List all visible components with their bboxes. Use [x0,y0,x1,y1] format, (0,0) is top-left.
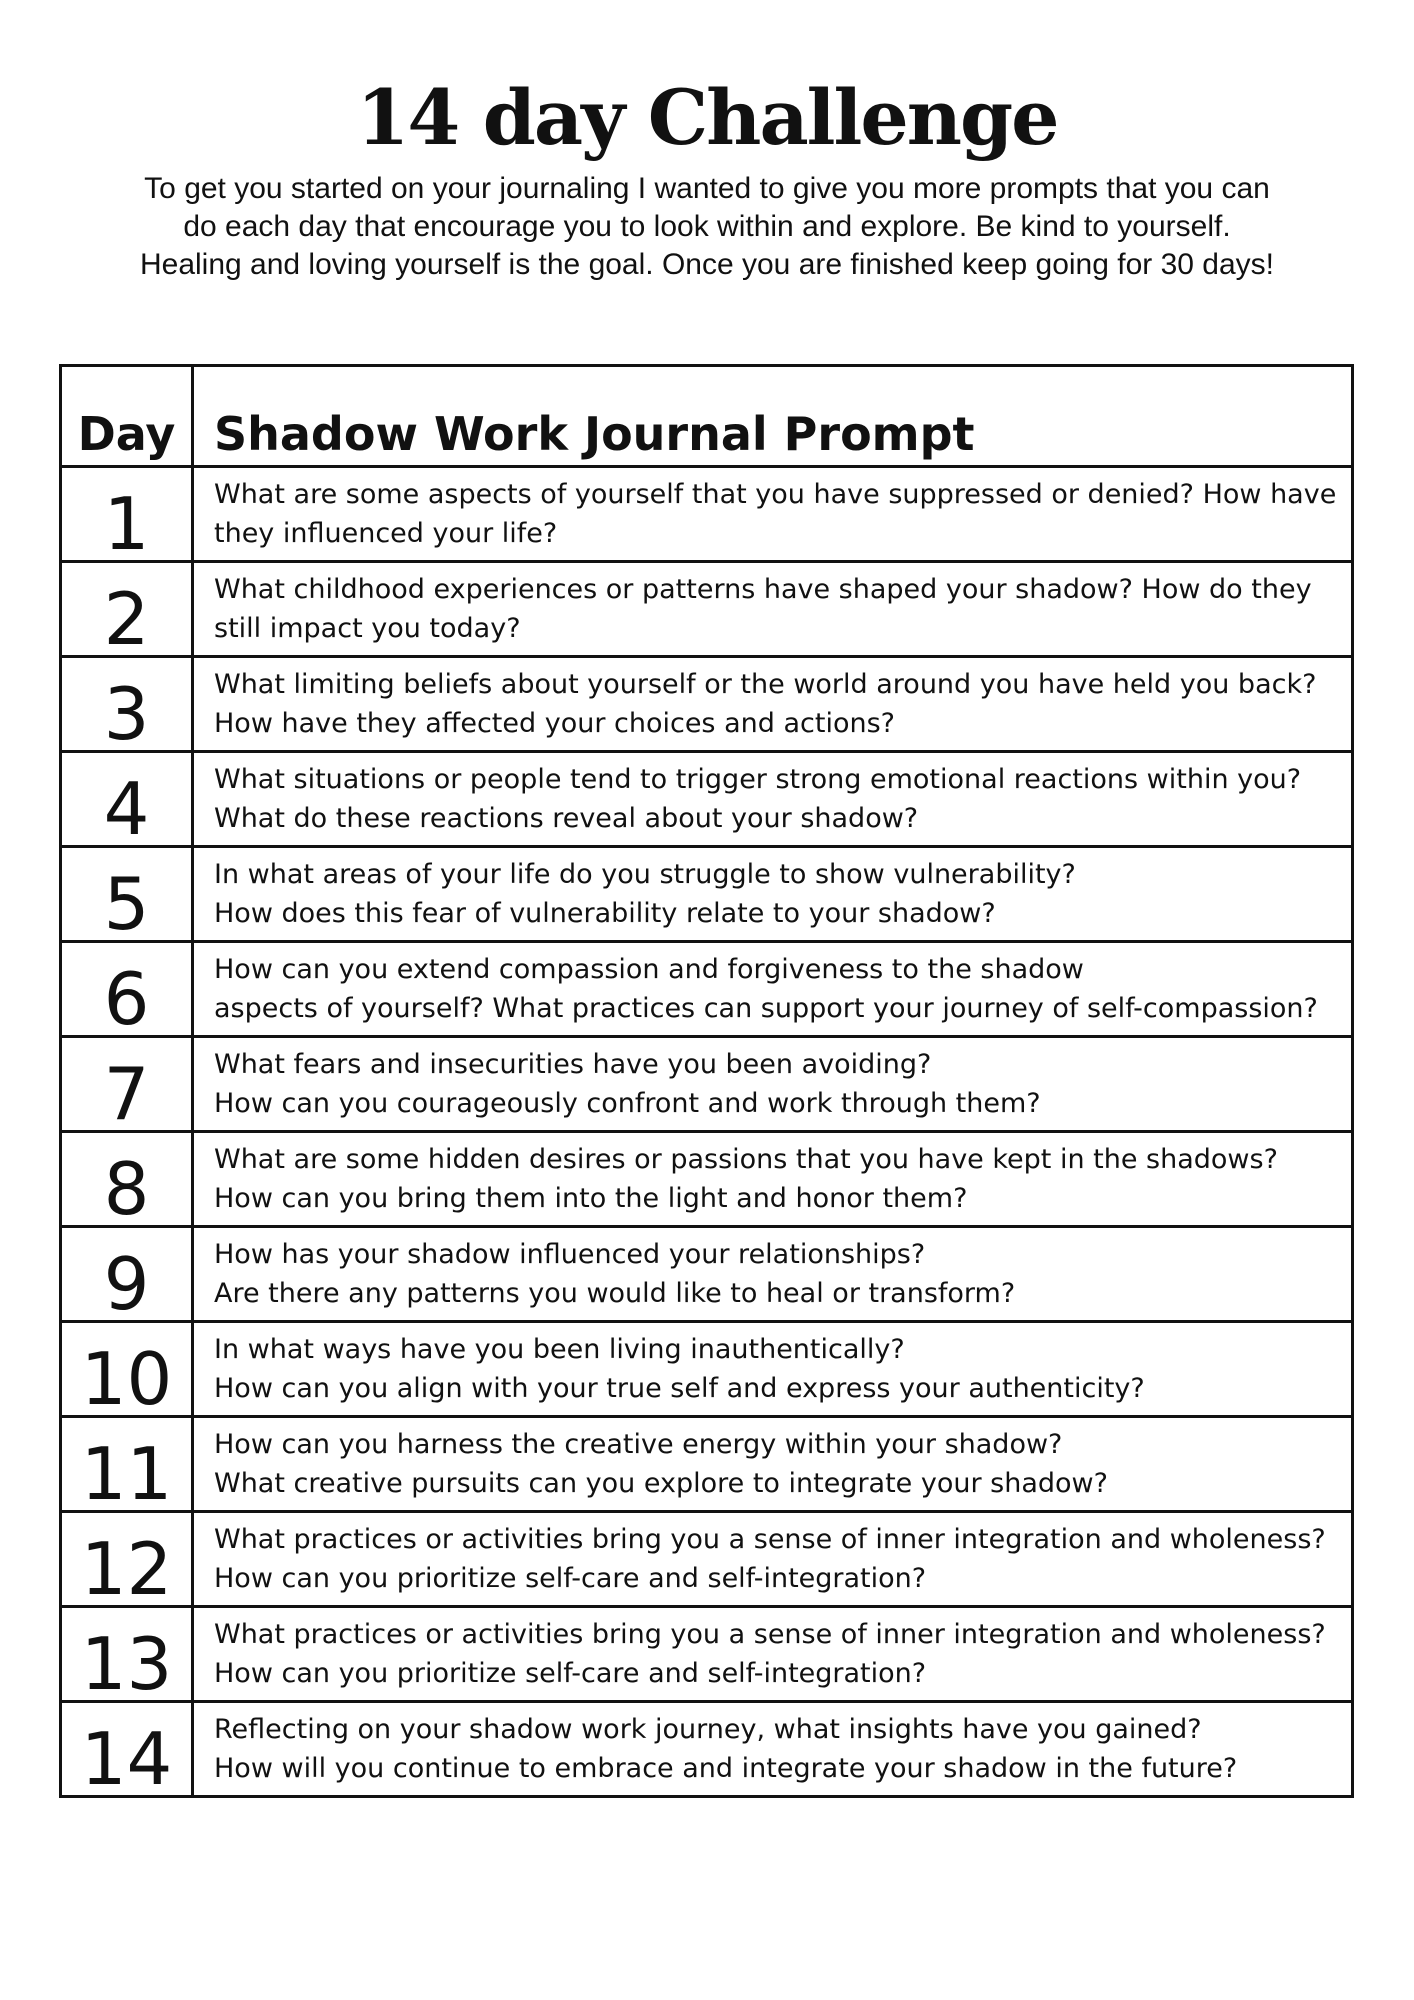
journal-prompt [193,1322,1353,1417]
prompt-line: still impact you today? [214,613,521,644]
table-row [61,942,1353,1037]
prompt-line: In what areas of your life do you struggle to show vulnerability? [214,859,1076,890]
day-number: 7 [61,1037,193,1132]
journal-prompt [193,1607,1353,1702]
prompt-line: What are some hidden desires or passions that you have kept in the shadows? [214,1144,1278,1175]
prompt-line: How can you bring them into the light and honor them? [214,1183,968,1214]
prompt-line: What are some aspects of yourself that you have suppressed or denied? How have [214,479,1337,510]
journal-prompt [193,1132,1353,1227]
prompt-line: What practices or activities bring you a sense of inner integration and wholeness? [214,1524,1326,1555]
journal-prompt [193,1512,1353,1607]
prompt-line: What fears and insecurities have you been avoiding? [214,1049,932,1080]
journal-prompt [193,1417,1353,1512]
intro-text [80,170,1334,284]
prompt-line: How have they affected your choices and actions? [214,708,895,739]
table-row [61,1037,1353,1132]
prompt-line: What situations or people tend to trigger strong emotional reactions within you? [214,764,1302,795]
prompt-line: How does this fear of vulnerability relate to your shadow? [214,898,996,929]
journal-prompt [193,942,1353,1037]
prompt-line: Reflecting on your shadow work journey, what insights have you gained? [214,1714,1202,1745]
day-number: 11 [61,1417,193,1512]
journal-prompt [193,1702,1353,1797]
prompt-line: aspects of yourself? What practices can support your journey of self-compassion? [214,993,1318,1024]
prompt-line: What do these reactions reveal about your shadow? [214,803,919,834]
prompt-rows [61,467,1353,1797]
table-row [61,1702,1353,1797]
journal-prompt [193,752,1353,847]
day-number: 13 [61,1607,193,1702]
table-row [61,847,1353,942]
day-number: 8 [61,1132,193,1227]
prompt-line: Are there any patterns you would like to heal or transform? [214,1278,1016,1309]
day-number: 14 [61,1702,193,1797]
table-row [61,1227,1353,1322]
day-number: 12 [61,1512,193,1607]
journal-prompt [193,1227,1353,1322]
table-row [61,467,1353,562]
table-row [61,1417,1353,1512]
day-number: 6 [61,942,193,1037]
day-number: 9 [61,1227,193,1322]
journal-prompt [193,467,1353,562]
intro-line: To get you started on your journaling I wanted to give you more prompts that you can [144,172,1270,205]
column-header-prompt: Shadow Work Journal Prompt [193,366,1353,467]
prompt-line: How can you prioritize self-care and self-integration? [214,1563,927,1594]
table-header-row [61,366,1353,467]
page-title: 14 day Challenge [356,73,1058,162]
table-row [61,657,1353,752]
day-number: 4 [61,752,193,847]
prompt-line: What limiting beliefs about yourself or the world around you have held you back? [214,669,1317,700]
prompt-line: How can you align with your true self and express your authenticity? [214,1373,1145,1404]
table-row [61,1607,1353,1702]
prompt-line: What creative pursuits can you explore to integrate your shadow? [214,1468,1108,1499]
table-row [61,752,1353,847]
day-number: 1 [61,467,193,562]
column-header-day: Day [61,366,193,467]
journal-prompt [193,657,1353,752]
table-row [61,1132,1353,1227]
prompt-line: In what ways have you been living inauthentically? [214,1334,905,1365]
prompt-line: How can you harness the creative energy within your shadow? [214,1429,1063,1460]
prompt-line: What practices or activities bring you a sense of inner integration and wholeness? [214,1619,1326,1650]
day-number: 3 [61,657,193,752]
day-number: 2 [61,562,193,657]
prompt-line: they influenced your life? [214,518,558,549]
intro-line: Healing and loving yourself is the goal. Once you are finished keep going for 30 days! [139,248,1275,281]
prompts-table [59,364,1354,1798]
table-row [61,562,1353,657]
journal-prompt [193,562,1353,657]
table-row [61,1322,1353,1417]
day-number: 5 [61,847,193,942]
day-number: 10 [61,1322,193,1417]
prompt-line: How can you extend compassion and forgiveness to the shadow [214,954,1084,985]
intro-line: do each day that encourage you to look within and explore. Be kind to yourself. [183,210,1231,243]
table-row [61,1512,1353,1607]
prompt-line: How can you prioritize self-care and self-integration? [214,1658,927,1689]
prompt-line: How can you courageously confront and work through them? [214,1088,1041,1119]
prompt-line: How will you continue to embrace and integrate your shadow in the future? [214,1753,1238,1784]
prompt-line: What childhood experiences or patterns have shaped your shadow? How do they [214,574,1312,605]
journal-prompt [193,847,1353,942]
prompt-line: How has your shadow influenced your relationships? [214,1239,926,1270]
journal-prompt [193,1037,1353,1132]
